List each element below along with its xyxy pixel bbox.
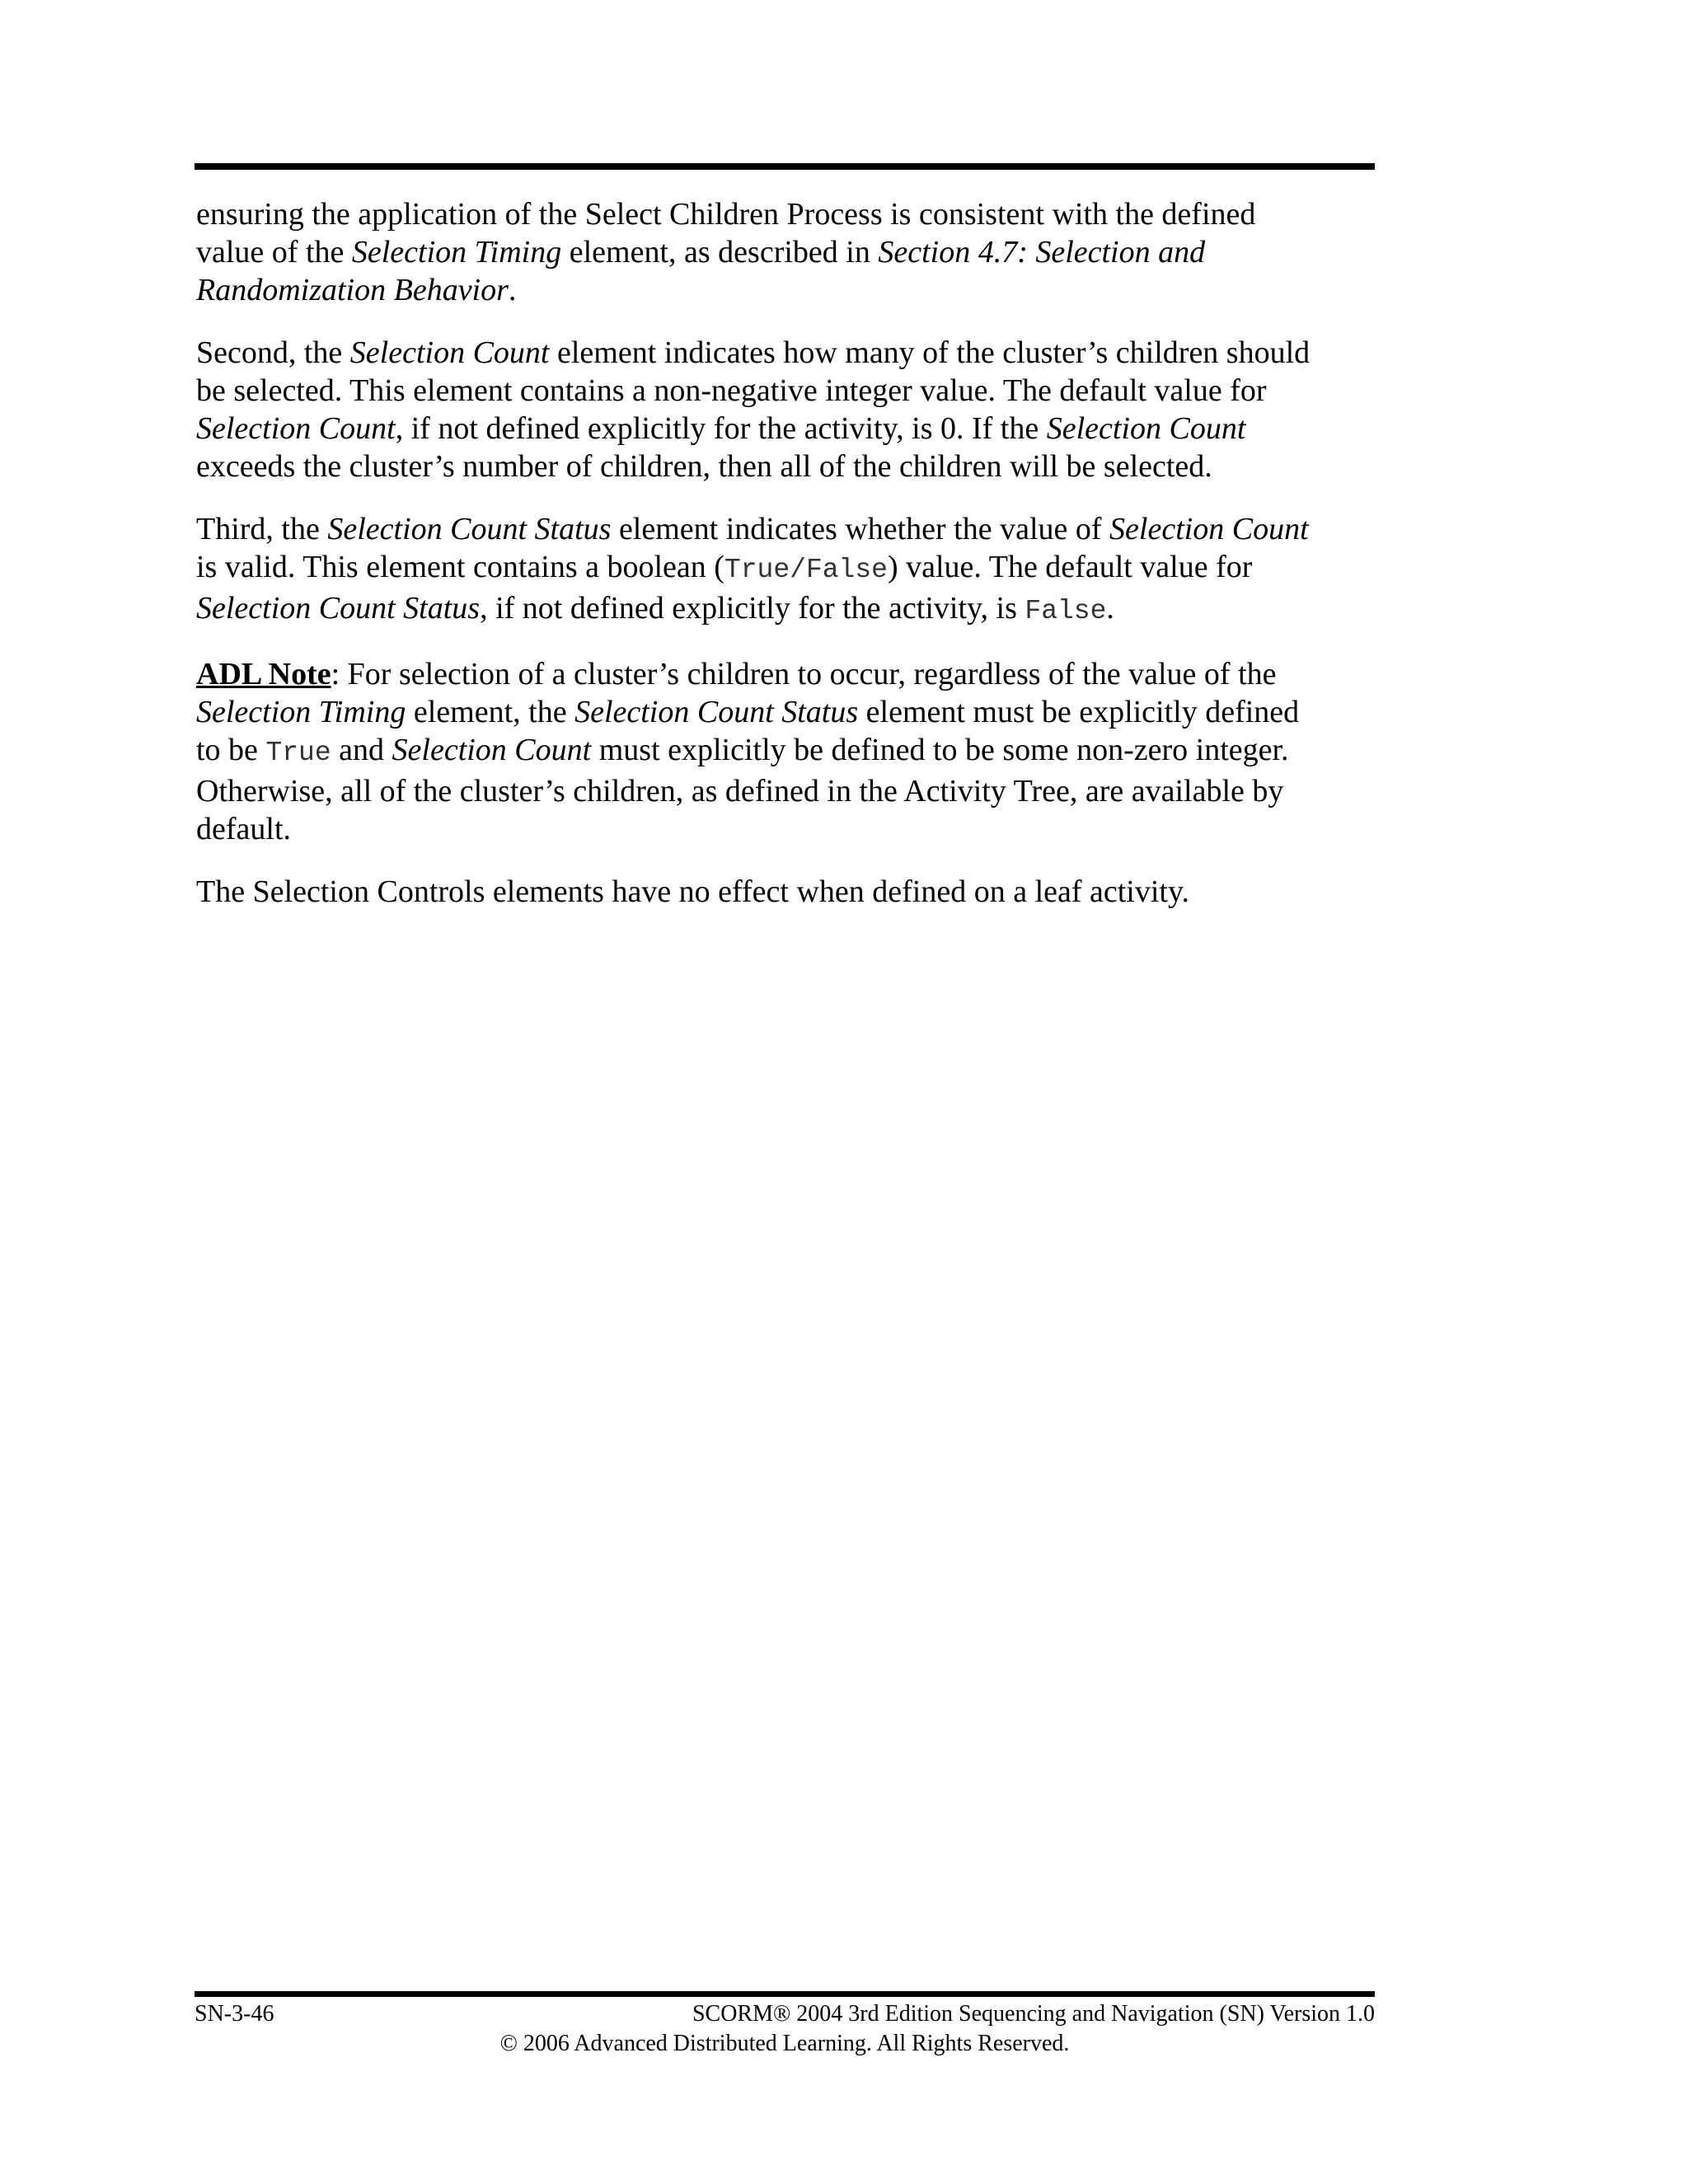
text-line — [196, 772, 1375, 810]
section-reference: Randomization Behavior — [196, 273, 509, 307]
text-run: element indicates how many of the cluster’s children should — [549, 335, 1311, 370]
text-line — [196, 372, 1375, 410]
code-true: True — [265, 738, 331, 768]
page-body — [196, 195, 1375, 935]
text-run: Second, the — [196, 335, 350, 370]
footer-rule — [195, 1991, 1375, 1997]
header-rule — [195, 163, 1375, 170]
text-run: and — [331, 733, 392, 767]
text-run: Otherwise, all of the cluster’s children, as defined in the Activity Tree, are available by — [196, 774, 1284, 808]
text-run: element, the — [406, 695, 575, 729]
text-line — [196, 233, 1375, 271]
text-run: default. — [196, 812, 292, 846]
text-line — [196, 731, 1375, 772]
term-selection-count: Selection Count — [196, 411, 396, 446]
text-run: ensuring the application of the Select Children Process is consistent with the defined — [196, 197, 1256, 232]
paragraph-adl-note — [196, 655, 1375, 848]
text-run: element indicates whether the value of — [611, 512, 1110, 546]
text-line — [196, 271, 1375, 309]
page-number: SN-3-46 — [195, 2001, 274, 2027]
term-selection-count-status: Selection Count Status — [574, 695, 859, 729]
text-run: to be — [196, 733, 266, 767]
term-selection-timing: Selection Timing — [196, 695, 406, 729]
term-selection-count: Selection Count — [1109, 512, 1309, 546]
text-run: element, as described in — [561, 235, 879, 269]
text-run: , if not defined explicitly for the activity, is — [480, 591, 1025, 626]
text-line — [196, 510, 1375, 548]
document-title: SCORM® 2004 3rd Edition Sequencing and Navigation (SN) Version 1.0 — [692, 2001, 1375, 2027]
term-selection-count: Selection Count — [1046, 411, 1246, 446]
term-selection-count: Selection Count — [392, 733, 592, 767]
paragraph-selection-timing — [196, 195, 1375, 309]
text-run: . — [1106, 591, 1114, 626]
text-line — [196, 448, 1375, 485]
term-selection-timing: Selection Timing — [351, 235, 562, 269]
text-run: , if not defined explicitly for the activity, is 0. If the — [395, 411, 1047, 446]
text-run: : For selection of a cluster’s children to occur, regardless of the value of the — [331, 657, 1277, 691]
paragraph-selection-count-status — [196, 510, 1375, 630]
text-line — [196, 810, 1375, 848]
term-selection-count-status: Selection Count Status — [327, 512, 612, 546]
text-line — [196, 334, 1375, 372]
paragraph-selection-count — [196, 334, 1375, 485]
text-run: element must be explicitly defined — [858, 695, 1300, 729]
text-run: must explicitly be defined to be some non-zero integer. — [591, 733, 1289, 767]
text-run: value of the — [196, 235, 352, 269]
text-run: ) value. The default value for — [887, 550, 1253, 584]
adl-note-label: ADL Note — [196, 657, 331, 691]
text-line — [196, 410, 1375, 448]
term-selection-count: Selection Count — [349, 335, 550, 370]
text-run: exceeds the cluster’s number of children, then all of the children will be selected. — [196, 449, 1212, 484]
text-line — [196, 693, 1375, 731]
text-line — [196, 873, 1375, 911]
code-false: False — [1025, 596, 1107, 626]
text-run: be selected. This element contains a non-negative integer value. The default value for — [196, 373, 1267, 408]
text-run: Third, the — [196, 512, 328, 546]
text-line — [196, 548, 1375, 589]
section-reference: Section 4.7: Selection and — [878, 235, 1206, 269]
text-line — [196, 589, 1375, 630]
term-selection-count-status: Selection Count Status — [196, 591, 481, 626]
text-line — [196, 195, 1375, 233]
text-run: The Selection Controls elements have no effect when defined on a leaf activity. — [196, 874, 1190, 909]
copyright-notice: © 2006 Advanced Distributed Learning. All Rights Reserved. — [499, 2031, 1070, 2056]
paragraph-leaf-activity — [196, 873, 1375, 911]
text-run: is valid. This element contains a boolean ( — [196, 550, 724, 584]
text-run: . — [508, 273, 517, 307]
code-true-false: True/False — [724, 555, 888, 585]
text-line — [196, 655, 1375, 693]
